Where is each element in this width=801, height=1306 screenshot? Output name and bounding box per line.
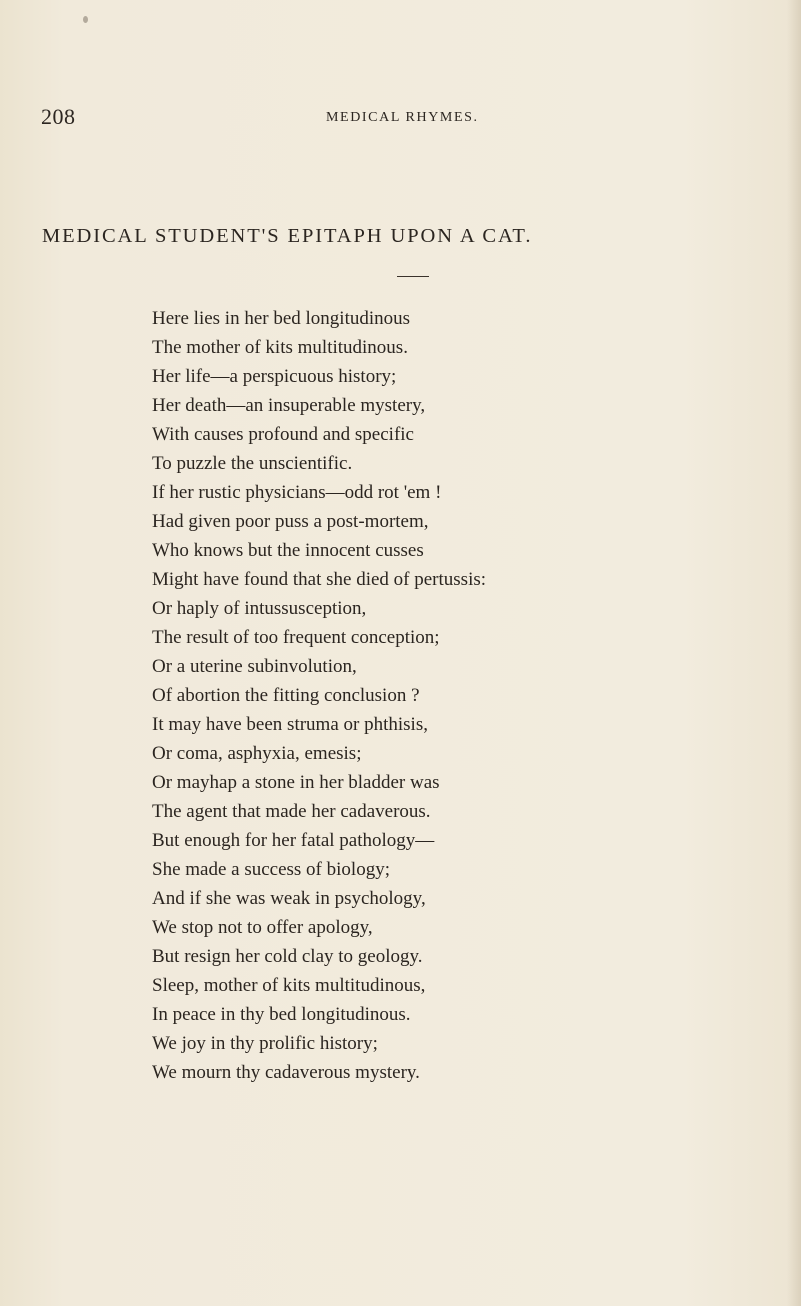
poem-line: Or a uterine subinvolution, xyxy=(152,656,357,677)
poem-line: The mother of kits multitudinous. xyxy=(152,337,408,358)
poem-line: We mourn thy cadaverous mystery. xyxy=(152,1062,420,1083)
poem-line: But resign her cold clay to geology. xyxy=(152,946,423,967)
page-edge-shadow xyxy=(787,0,801,1306)
poem-line: Or coma, asphyxia, emesis; xyxy=(152,743,362,764)
poem-line: With causes profound and specific xyxy=(152,424,414,445)
poem-line: Of abortion the fitting conclusion ? xyxy=(152,685,420,706)
poem-line: Here lies in her bed longitudinous xyxy=(152,308,411,329)
poem-line: But enough for her fatal pathology— xyxy=(152,830,435,851)
poem-line: Might have found that she died of pertussis: xyxy=(152,569,487,590)
poem-line: Had given poor puss a post-mortem, xyxy=(152,511,429,532)
poem-line: Her death—an insuperable mystery, xyxy=(152,395,426,416)
poem-line: In peace in thy bed longitudinous. xyxy=(152,1004,411,1025)
poem-line: The agent that made her cadaverous. xyxy=(152,801,431,822)
poem-line: We stop not to offer apology, xyxy=(152,917,373,938)
ink-spot xyxy=(83,16,88,23)
poem-line: Or haply of intussusception, xyxy=(152,598,367,619)
poem-line: Sleep, mother of kits multitudinous, xyxy=(152,975,426,996)
poem-title: MEDICAL STUDENT'S EPITAPH UPON A CAT. xyxy=(42,225,533,247)
poem-line: To puzzle the unscientific. xyxy=(152,453,353,474)
poem-line: If her rustic physicians—odd rot 'em ! xyxy=(152,482,442,503)
poem-line: And if she was weak in psychology, xyxy=(152,888,426,909)
title-rule xyxy=(397,276,429,277)
poem-line: Her life—a perspicuous history; xyxy=(152,366,397,387)
poem-line: It may have been struma or phthisis, xyxy=(152,714,428,735)
poem-line: Or mayhap a stone in her bladder was xyxy=(152,772,440,793)
page-number: 208 xyxy=(41,104,76,129)
poem-line: We joy in thy prolific history; xyxy=(152,1033,378,1054)
poem-line: She made a success of biology; xyxy=(152,859,390,880)
poem-body xyxy=(152,304,486,1087)
poem-line: The result of too frequent conception; xyxy=(152,627,440,648)
poem-line: Who knows but the innocent cusses xyxy=(152,540,424,561)
running-head: MEDICAL RHYMES. xyxy=(326,110,479,125)
